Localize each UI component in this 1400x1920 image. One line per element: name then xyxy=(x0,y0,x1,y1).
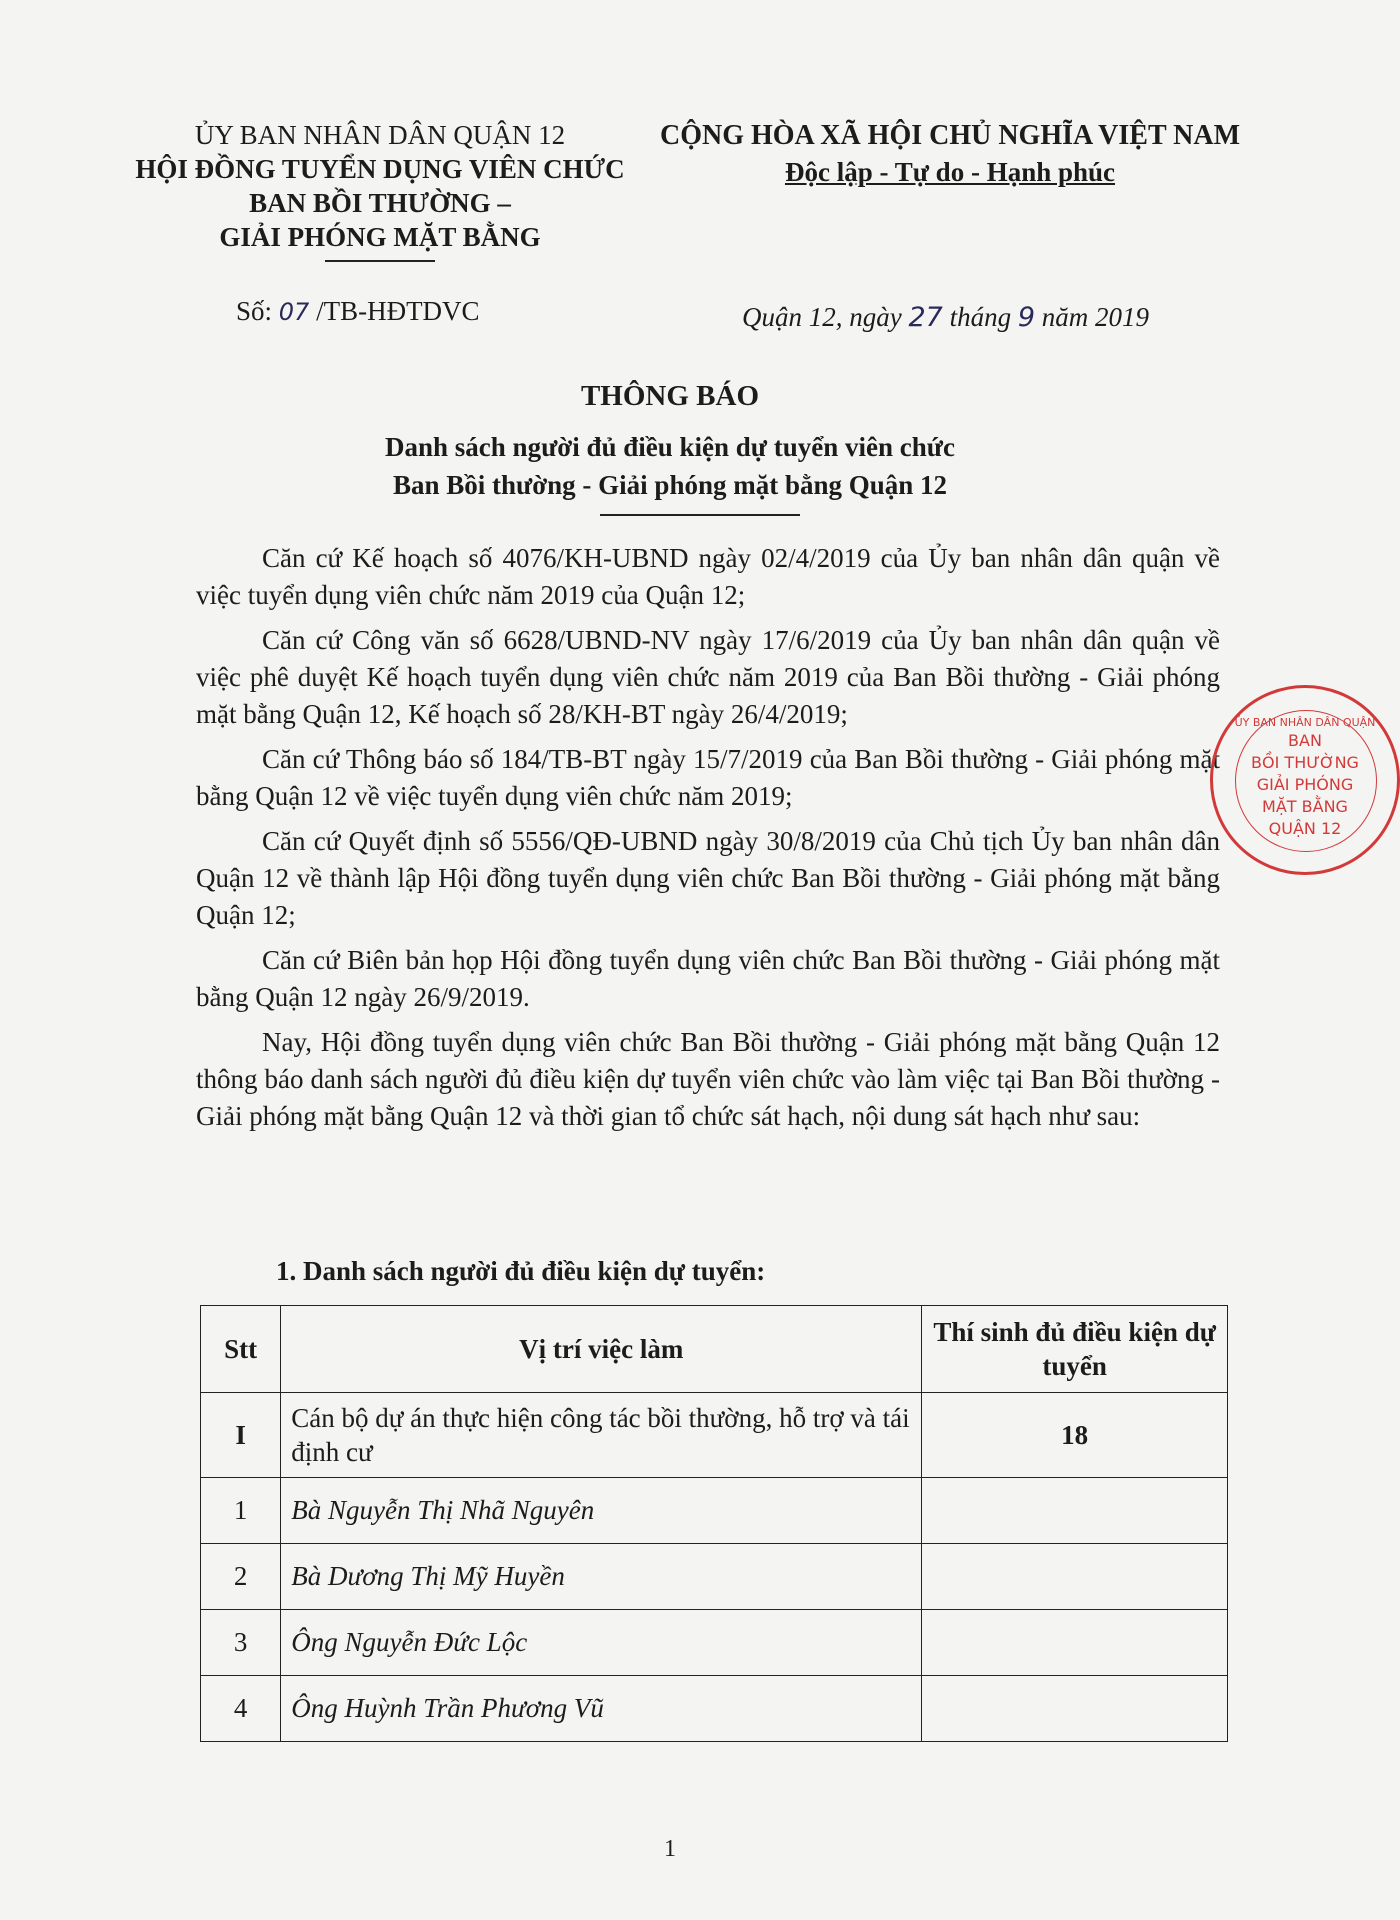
group-stt: I xyxy=(201,1393,281,1478)
header-position: Vị trí việc làm xyxy=(281,1306,922,1393)
seal-line-5: QUẬN 12 xyxy=(1268,819,1342,838)
row-stt: 1 xyxy=(201,1478,281,1544)
date-month-label: tháng xyxy=(949,302,1012,332)
group-count: 18 xyxy=(922,1393,1228,1478)
date-day: 27 xyxy=(908,302,943,333)
table-row xyxy=(201,1478,1228,1544)
document-body xyxy=(196,540,1220,1143)
row-name: Ông Nguyễn Đức Lộc xyxy=(281,1610,922,1676)
row-name: Bà Dương Thị Mỹ Huyền xyxy=(281,1544,922,1610)
header-eligible: Thí sinh đủ điều kiện dự tuyển xyxy=(922,1306,1228,1393)
seal-line-1: BAN xyxy=(1288,731,1322,750)
row-stt: 4 xyxy=(201,1676,281,1742)
document-date xyxy=(742,302,1149,333)
table-row xyxy=(201,1676,1228,1742)
row-stt: 3 xyxy=(201,1610,281,1676)
table-header-row xyxy=(201,1306,1228,1393)
subtitle-line-2: Ban Bồi thường - Giải phóng mặt bằng Quận 12 xyxy=(392,470,948,500)
row-name: Bà Nguyễn Thị Nhã Nguyên xyxy=(281,1478,922,1544)
issuing-authority xyxy=(120,118,640,262)
table-group-row xyxy=(201,1393,1228,1478)
row-empty xyxy=(922,1676,1228,1742)
national-motto: Độc lập - Tự do - Hạnh phúc xyxy=(784,157,1116,187)
date-place: Quận 12, ngày xyxy=(742,302,902,332)
seal-line-3: GIẢI PHÓNG xyxy=(1256,775,1354,794)
date-year: năm 2019 xyxy=(1041,302,1150,332)
date-month: 9 xyxy=(1017,302,1036,333)
row-stt: 2 xyxy=(201,1544,281,1610)
paragraph: Căn cứ Quyết định số 5556/QĐ-UBND ngày 30/8/2019 của Chủ tịch Ủy ban nhân dân Quận 12 về thành lập Hội đồng tuyển dụng viên chức Ban Bồi thường - Giải phóng mặt bằng Quận 12; xyxy=(196,826,1220,930)
seal-line-2: BỒI THƯỜNG xyxy=(1251,753,1359,772)
page-number: 1 xyxy=(664,1836,676,1862)
section-heading: 1. Danh sách người đủ điều kiện dự tuyển: xyxy=(276,1256,766,1286)
seal-line-4: MẶT BẰNG xyxy=(1262,797,1348,816)
row-empty xyxy=(922,1544,1228,1610)
subtitle-underline xyxy=(600,514,800,516)
doc-number-suffix: /TB-HĐTDVC xyxy=(316,296,480,326)
authority-underline xyxy=(325,260,435,262)
row-name: Ông Huỳnh Trần Phương Vũ xyxy=(281,1676,922,1742)
doc-number-handwritten: 07 xyxy=(278,298,310,326)
paragraph: Căn cứ Kế hoạch số 4076/KH-UBND ngày 02/4/2019 của Ủy ban nhân dân quận về việc tuyển dụng viên chức năm 2019 của Quận 12; xyxy=(196,543,1220,610)
doc-number-prefix: Số: xyxy=(236,296,273,326)
row-empty xyxy=(922,1610,1228,1676)
authority-line-2: HỘI ĐỒNG TUYỂN DỤNG VIÊN CHỨC xyxy=(135,154,625,184)
row-empty xyxy=(922,1478,1228,1544)
seal-inner-ring xyxy=(1235,710,1377,852)
document-subtitle xyxy=(0,428,1340,504)
header-stt: Stt xyxy=(201,1306,281,1393)
official-seal xyxy=(1210,685,1400,875)
authority-line-3: BAN BỒI THƯỜNG – xyxy=(249,188,511,218)
authority-line-4: GIẢI PHÓNG MẶT BẰNG xyxy=(219,222,541,252)
national-title: CỘNG HÒA XÃ HỘI CHỦ NGHĨA VIỆT NAM xyxy=(659,120,1241,151)
subtitle-line-1: Danh sách người đủ điều kiện dự tuyển viên chức xyxy=(385,432,955,462)
paragraph: Căn cứ Thông báo số 184/TB-BT ngày 15/7/2019 của Ban Bồi thường - Giải phóng mặt bằng Quận 12 về việc tuyển dụng viên chức năm 2019; xyxy=(196,744,1220,811)
paragraph: Nay, Hội đồng tuyển dụng viên chức Ban Bồi thường - Giải phóng mặt bằng Quận 12 thông báo danh sách người đủ điều kiện dự tuyển viên chức vào làm việc tại Ban Bồi thường - Giải phóng mặt bằng Quận 12 và thời gian tổ chức sát hạch, nội dung sát hạch như sau: xyxy=(196,1027,1220,1131)
table-row xyxy=(201,1544,1228,1610)
paragraph: Căn cứ Biên bản họp Hội đồng tuyển dụng viên chức Ban Bồi thường - Giải phóng mặt bằng Quận 12 ngày 26/9/2019. xyxy=(196,945,1220,1012)
group-position: Cán bộ dự án thực hiện công tác bồi thường, hỗ trợ và tái định cư xyxy=(281,1393,922,1478)
candidate-table xyxy=(200,1305,1228,1742)
authority-line-1: ỦY BAN NHÂN DÂN QUẬN 12 xyxy=(194,120,566,150)
national-header xyxy=(650,118,1250,190)
seal-ring-text: ỦY BAN NHÂN DÂN QUẬN xyxy=(1234,716,1376,729)
table-row xyxy=(201,1610,1228,1676)
paragraph: Căn cứ Công văn số 6628/UBND-NV ngày 17/6/2019 của Ủy ban nhân dân quận về việc phê duyệt Kế hoạch tuyển dụng viên chức năm 2019 của Ban Bồi thường - Giải phóng mặt bằng Quận 12, Kế hoạch số 28/KH-BT ngày 26/4/2019; xyxy=(196,625,1220,729)
document-title: THÔNG BÁO xyxy=(580,380,760,412)
document-number xyxy=(236,296,480,327)
